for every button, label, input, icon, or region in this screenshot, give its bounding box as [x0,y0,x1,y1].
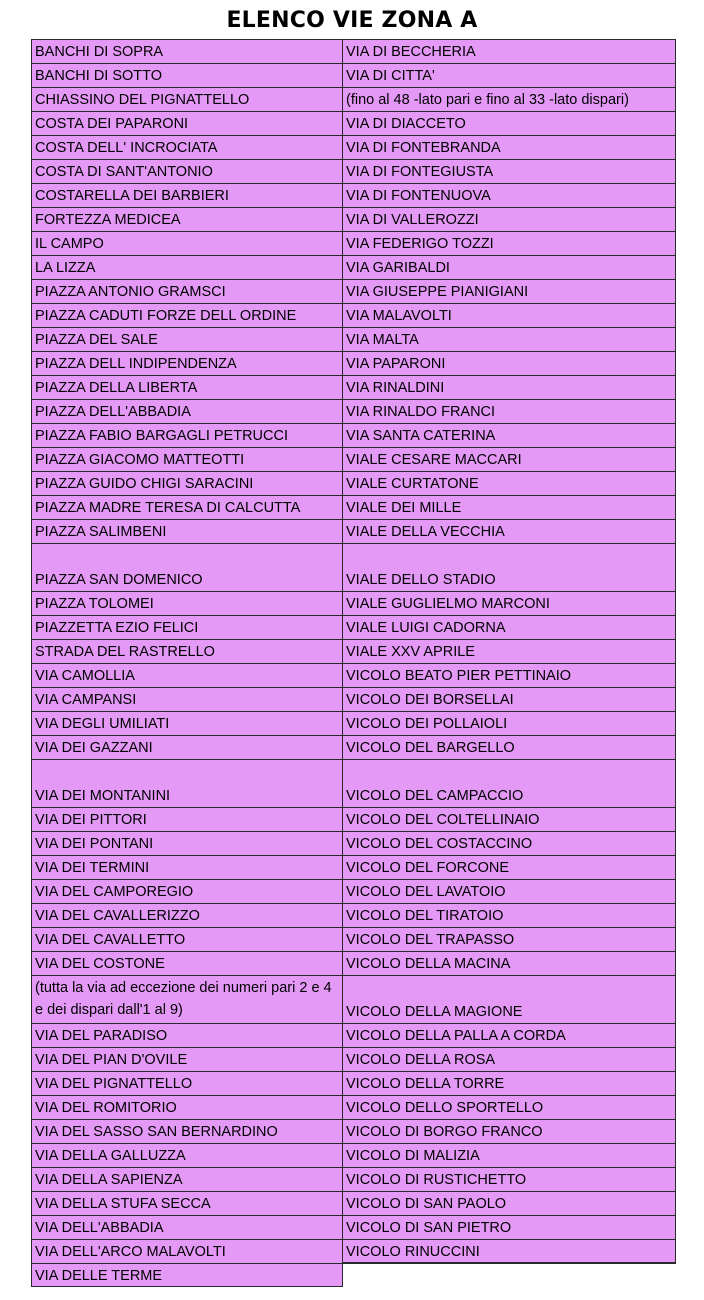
table-row [31,519,676,543]
street-cell-left: PIAZZA DEL SALE [31,327,343,351]
street-table [31,39,676,1287]
street-cell-left: PIAZZA MADRE TERESA DI CALCUTTA [31,495,343,519]
street-cell-left: BANCHI DI SOPRA [31,39,343,63]
table-row [31,615,676,639]
table-row [31,1023,676,1047]
street-cell-right: VICOLO DELLA MAGIONE [343,975,676,1023]
table-row [31,207,676,231]
table-row [31,1239,676,1263]
street-cell-left: PIAZZA SALIMBENI [31,519,343,543]
street-cell-left: VIA DEI MONTANINI [31,759,343,807]
street-cell-left: PIAZZA DELL'ABBADIA [31,399,343,423]
table-row [31,1263,676,1287]
street-cell-left: VIA DELLA SAPIENZA [31,1167,343,1191]
street-cell-left: STRADA DEL RASTRELLO [31,639,343,663]
street-cell-left: COSTA DI SANT'ANTONIO [31,159,343,183]
street-cell-right: VIA DI VALLEROZZI [343,207,676,231]
street-cell-left: COSTA DEI PAPARONI [31,111,343,135]
street-cell-right: VICOLO DI RUSTICHETTO [343,1167,676,1191]
street-cell-left: VIA DEL SASSO SAN BERNARDINO [31,1119,343,1143]
street-cell-right: VICOLO DEL TRAPASSO [343,927,676,951]
street-cell-left: COSTA DELL' INCROCIATA [31,135,343,159]
street-cell-right: VICOLO DI BORGO FRANCO [343,1119,676,1143]
street-cell-right: VIA GARIBALDI [343,255,676,279]
street-cell-right: VIA MALTA [343,327,676,351]
street-cell-right: VICOLO DI MALIZIA [343,1143,676,1167]
street-cell-left: VIA DELLA STUFA SECCA [31,1191,343,1215]
street-cell-left: VIA DEL CAVALLERIZZO [31,903,343,927]
street-cell-right: VICOLO DEL CAMPACCIO [343,759,676,807]
street-cell-left: (tutta la via ad eccezione dei numeri pari 2 e 4 e dei dispari dall'1 al 9) [31,975,343,1023]
street-cell-left: PIAZZA GUIDO CHIGI SARACINI [31,471,343,495]
street-cell-left: FORTEZZA MEDICEA [31,207,343,231]
street-cell-right: VICOLO RINUCCINI [343,1239,676,1263]
street-cell-right: (fino al 48 -lato pari e fino al 33 -lato dispari) [343,87,676,111]
street-cell-left: PIAZZA CADUTI FORZE DELL ORDINE [31,303,343,327]
street-cell-right: VIALE LUIGI CADORNA [343,615,676,639]
street-cell-left: VIA DELL'ARCO MALAVOLTI [31,1239,343,1263]
table-row [31,1143,676,1167]
street-cell-left: VIA DEI TERMINI [31,855,343,879]
table-row [31,63,676,87]
table-row [31,927,676,951]
table-row [31,759,676,807]
street-cell-right: VIALE DELLA VECCHIA [343,519,676,543]
street-cell-left: VIA DEL PIGNATTELLO [31,1071,343,1095]
table-row [31,279,676,303]
street-cell-right: VIA DI BECCHERIA [343,39,676,63]
street-cell-left: VIA DEL CAVALLETTO [31,927,343,951]
street-cell-right: VICOLO DEL LAVATOIO [343,879,676,903]
table-row [31,1167,676,1191]
table-row [31,543,676,591]
street-cell-left: VIA DEL CAMPOREGIO [31,879,343,903]
table-row [31,255,676,279]
street-cell-left: PIAZZA FABIO BARGAGLI PETRUCCI [31,423,343,447]
street-cell-left: VIA DEI PITTORI [31,807,343,831]
table-row [31,807,676,831]
street-cell-right: VICOLO DEL BARGELLO [343,735,676,759]
street-cell-right: VICOLO DI SAN PAOLO [343,1191,676,1215]
table-row [31,639,676,663]
table-row [31,1215,676,1239]
street-cell-right: VIALE XXV APRILE [343,639,676,663]
street-cell-left: IL CAMPO [31,231,343,255]
table-row [31,159,676,183]
street-cell-right: VIA FEDERIGO TOZZI [343,231,676,255]
table-row [31,663,676,687]
street-cell-right: VIA RINALDO FRANCI [343,399,676,423]
table-row [31,183,676,207]
street-cell-left: PIAZZA DELL INDIPENDENZA [31,351,343,375]
table-row [31,495,676,519]
street-cell-left: VIA CAMOLLIA [31,663,343,687]
street-cell-right: VIA MALAVOLTI [343,303,676,327]
table-row [31,447,676,471]
street-cell-right: VIALE CESARE MACCARI [343,447,676,471]
street-cell-right: VICOLO DELLO SPORTELLO [343,1095,676,1119]
street-cell-right: VIA RINALDINI [343,375,676,399]
street-cell-right: VICOLO DELLA MACINA [343,951,676,975]
street-cell-right: VICOLO DEL COSTACCINO [343,831,676,855]
street-cell-left: VIA CAMPANSI [31,687,343,711]
table-row [31,1095,676,1119]
table-row [31,855,676,879]
street-cell-left: LA LIZZA [31,255,343,279]
street-cell-right: VICOLO DEI POLLAIOLI [343,711,676,735]
table-row [31,231,676,255]
street-cell-left: PIAZZETTA EZIO FELICI [31,615,343,639]
street-cell-right: VIA DI CITTA' [343,63,676,87]
street-cell-left: PIAZZA ANTONIO GRAMSCI [31,279,343,303]
street-cell-right: VICOLO DELLA TORRE [343,1071,676,1095]
street-cell-right: VICOLO DELLA PALLA A CORDA [343,1023,676,1047]
street-cell-right: VICOLO DEI BORSELLAI [343,687,676,711]
table-row [31,951,676,975]
street-cell-right: VIA DI FONTENUOVA [343,183,676,207]
street-cell-right: VIALE GUGLIELMO MARCONI [343,591,676,615]
street-cell-left: PIAZZA DELLA LIBERTA [31,375,343,399]
table-row [31,471,676,495]
street-cell-left: VIA DEI GAZZANI [31,735,343,759]
street-cell-left: VIA DEL PIAN D'OVILE [31,1047,343,1071]
street-cell-right: VIALE DELLO STADIO [343,543,676,591]
table-row [31,711,676,735]
table-row [31,375,676,399]
street-cell-right: VIALE CURTATONE [343,471,676,495]
street-cell-left: VIA DEL ROMITORIO [31,1095,343,1119]
street-cell-left: VIA DELLA GALLUZZA [31,1143,343,1167]
table-row [31,831,676,855]
table-row [31,423,676,447]
street-cell-right [343,1263,676,1287]
table-row [31,1119,676,1143]
street-cell-right: VICOLO DI SAN PIETRO [343,1215,676,1239]
street-cell-left: VIA DELL'ABBADIA [31,1215,343,1239]
street-cell-left: PIAZZA TOLOMEI [31,591,343,615]
table-row [31,1191,676,1215]
page-title: ELENCO VIE ZONA A [226,8,478,33]
table-row [31,687,676,711]
table-row [31,879,676,903]
table-row [31,1047,676,1071]
table-row [31,111,676,135]
street-cell-left: VIA DELLE TERME [31,1263,343,1287]
street-cell-right: VICOLO DEL TIRATOIO [343,903,676,927]
table-row [31,351,676,375]
table-row [31,87,676,111]
street-cell-right: VIA DI DIACCETO [343,111,676,135]
street-cell-right: VIA DI FONTEGIUSTA [343,159,676,183]
street-cell-right: VIA DI FONTEBRANDA [343,135,676,159]
street-cell-left: BANCHI DI SOTTO [31,63,343,87]
street-cell-left: CHIASSINO DEL PIGNATTELLO [31,87,343,111]
street-cell-left: PIAZZA GIACOMO MATTEOTTI [31,447,343,471]
table-row [31,303,676,327]
table-row [31,975,676,1023]
street-cell-right: VIA PAPARONI [343,351,676,375]
table-row [31,399,676,423]
street-cell-right: VICOLO DEL COLTELLINAIO [343,807,676,831]
street-cell-right: VIA SANTA CATERINA [343,423,676,447]
street-cell-left: VIA DEI PONTANI [31,831,343,855]
street-cell-left: PIAZZA SAN DOMENICO [31,543,343,591]
table-row [31,39,676,63]
street-cell-left: VIA DEL COSTONE [31,951,343,975]
street-cell-left: COSTARELLA DEI BARBIERI [31,183,343,207]
table-row [31,327,676,351]
table-row [31,735,676,759]
street-cell-right: VIA GIUSEPPE PIANIGIANI [343,279,676,303]
table-row [31,591,676,615]
street-cell-left: VIA DEGLI UMILIATI [31,711,343,735]
table-row [31,903,676,927]
street-cell-right: VIALE DEI MILLE [343,495,676,519]
table-row [31,1071,676,1095]
street-cell-left: VIA DEL PARADISO [31,1023,343,1047]
street-cell-right: VICOLO DELLA ROSA [343,1047,676,1071]
street-cell-right: VICOLO BEATO PIER PETTINAIO [343,663,676,687]
street-cell-right: VICOLO DEL FORCONE [343,855,676,879]
table-row [31,135,676,159]
